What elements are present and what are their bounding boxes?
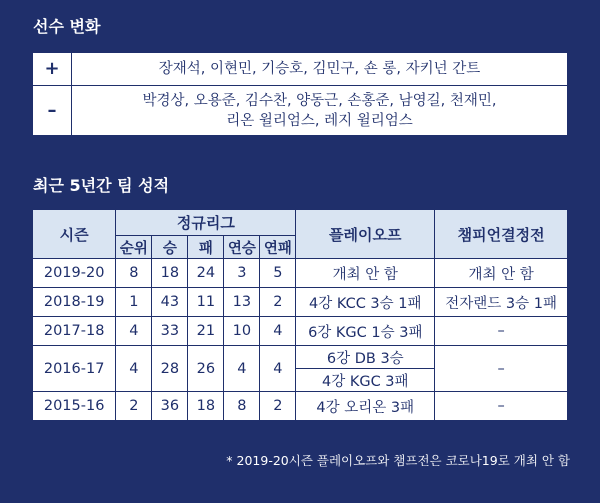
cell-championship: 전자랜드 3승 1패 [435, 288, 568, 317]
header-win-streak: 연승 [224, 236, 260, 259]
cell-win-streak: 13 [224, 288, 260, 317]
incoming-players: 장재석, 이현민, 기승호, 김민구, 숀 롱, 자키넌 간트 [72, 53, 568, 86]
cell-championship: 개최 안 함 [435, 259, 568, 288]
header-wins: 승 [152, 236, 188, 259]
cell-playoff: 4강 KCC 3승 1패 [296, 288, 435, 317]
cell-wins: 36 [152, 392, 188, 421]
cell-season: 2017-18 [33, 317, 116, 346]
cell-season: 2016-17 [33, 346, 116, 392]
cell-playoff: 6강 DB 3승 [296, 346, 435, 369]
cell-loss-streak: 4 [260, 317, 296, 346]
cell-losses: 18 [188, 392, 224, 421]
cell-playoff: 4강 오리온 3패 [296, 392, 435, 421]
header-playoff: 플레이오프 [296, 210, 435, 259]
cell-win-streak: 4 [224, 346, 260, 392]
cell-wins: 28 [152, 346, 188, 392]
cell-championship: – [435, 317, 568, 346]
cell-win-streak: 10 [224, 317, 260, 346]
header-season: 시즌 [33, 210, 116, 259]
team-record-table [32, 209, 568, 421]
cell-season: 2019-20 [33, 259, 116, 288]
header-row [33, 210, 568, 236]
outgoing-players-line2: 리온 윌리엄스, 레지 윌리엄스 [226, 112, 413, 129]
roster-change-table [32, 52, 568, 136]
cell-playoff: 6강 KGC 1승 3패 [296, 317, 435, 346]
outgoing-players [72, 86, 568, 136]
header-losses: 패 [188, 236, 224, 259]
footnote: * 2019-20시즌 플레이오프와 챔프전은 코로나19로 개최 안 함 [226, 453, 570, 468]
cell-wins: 43 [152, 288, 188, 317]
cell-loss-streak: 2 [260, 392, 296, 421]
table-row [33, 86, 568, 136]
header-championship: 챔피언결정전 [435, 210, 568, 259]
cell-losses: 21 [188, 317, 224, 346]
outgoing-players-line1: 박경상, 오용준, 김수찬, 양동근, 손홍준, 남영길, 천재민, [142, 92, 497, 109]
cell-rank: 8 [116, 259, 152, 288]
cell-losses: 11 [188, 288, 224, 317]
table-row [33, 53, 568, 86]
cell-playoff: 개최 안 함 [296, 259, 435, 288]
team-record-title: 최근 5년간 팀 성적 [33, 176, 170, 195]
header-loss-streak: 연패 [260, 236, 296, 259]
cell-season: 2015-16 [33, 392, 116, 421]
table-row [33, 346, 568, 369]
cell-rank: 4 [116, 346, 152, 392]
cell-win-streak: 3 [224, 259, 260, 288]
cell-loss-streak: 2 [260, 288, 296, 317]
table-row [33, 317, 568, 346]
cell-losses: 24 [188, 259, 224, 288]
minus-sign: – [33, 86, 72, 136]
cell-wins: 18 [152, 259, 188, 288]
cell-rank: 1 [116, 288, 152, 317]
table-row [33, 259, 568, 288]
header-regular-league: 정규리그 [116, 210, 296, 236]
plus-sign: + [33, 53, 72, 86]
cell-losses: 26 [188, 346, 224, 392]
cell-loss-streak: 5 [260, 259, 296, 288]
header-rank: 순위 [116, 236, 152, 259]
cell-playoff: 4강 KGC 3패 [296, 369, 435, 392]
table-row [33, 288, 568, 317]
cell-wins: 33 [152, 317, 188, 346]
cell-championship: – [435, 346, 568, 392]
cell-rank: 4 [116, 317, 152, 346]
cell-win-streak: 8 [224, 392, 260, 421]
table-row [33, 392, 568, 421]
cell-season: 2018-19 [33, 288, 116, 317]
cell-championship: – [435, 392, 568, 421]
roster-change-title: 선수 변화 [33, 17, 101, 36]
cell-loss-streak: 4 [260, 346, 296, 392]
cell-rank: 2 [116, 392, 152, 421]
